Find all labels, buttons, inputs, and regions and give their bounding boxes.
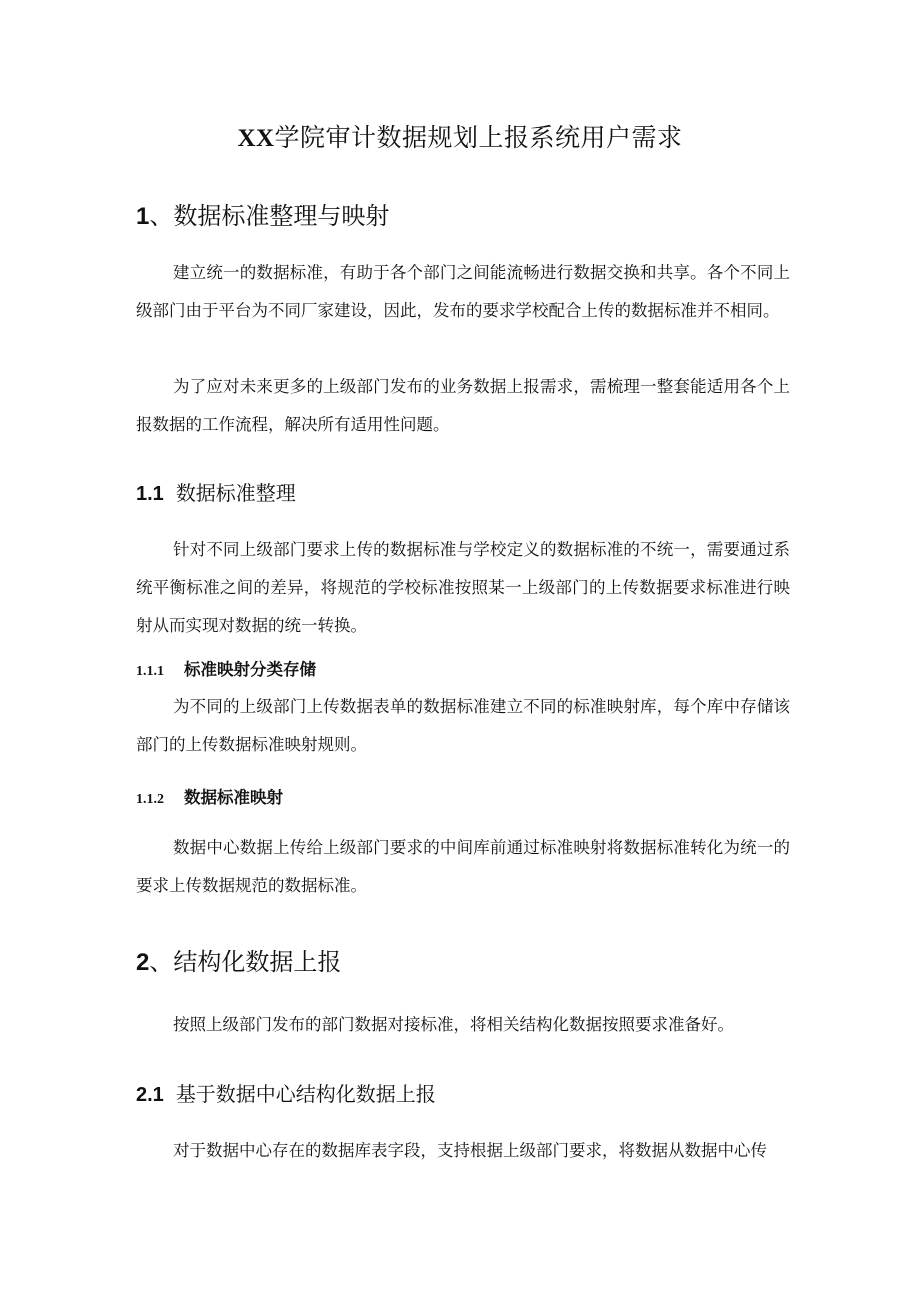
section-1-title: 、数据标准整理与映射 — [149, 202, 390, 230]
section-1-1-1-title: 标准映射分类存储 — [184, 660, 316, 679]
document-title — [0, 118, 920, 154]
section-2-1-number: 2.1 — [136, 1084, 164, 1106]
section-1-paragraph-2: 为了应对未来更多的上级部门发布的业务数据上报需求，需梳理一整套能适用各个上报数据的工作流程，解决所有适用性问题。 — [136, 377, 790, 434]
section-1-1-2-number: 1.1.2 — [136, 792, 164, 807]
section-1-paragraph-1: 建立统一的数据标准，有助于各个部门之间能流畅进行数据交换和共享。各个不同上级部门由于平台为不同厂家建设，因此，发布的要求学校配合上传的数据标准并不相同。 — [136, 263, 790, 320]
section-2-title: 、结构化数据上报 — [149, 948, 342, 976]
section-1-1-2-heading — [136, 784, 283, 808]
section-1-1-paragraph-1: 针对不同上级部门要求上传的数据标准与学校定义的数据标准的不统一，需要通过系统平衡标准之间的差异，将规范的学校标准按照某一上级部门的上传数据要求标准进行映射从而实现对数据的统一转换。 — [136, 540, 790, 635]
section-1-number: 1 — [136, 203, 150, 230]
section-2-paragraph-1: 按照上级部门发布的部门数据对接标准，将相关结构化数据按照要求准备好。 — [173, 1015, 734, 1034]
section-2-heading — [136, 942, 341, 977]
section-2-1-paragraph-1: 对于数据中心存在的数据库表字段，支持根据上级部门要求，将数据从数据中心传 — [173, 1141, 767, 1160]
section-1-heading — [136, 196, 389, 231]
section-2-1-heading — [136, 1078, 436, 1107]
section-2-number: 2 — [136, 949, 150, 976]
section-1-1-number: 1.1 — [136, 483, 164, 505]
section-1-1-1-number: 1.1.1 — [136, 664, 164, 679]
section-1-1-1-heading — [136, 656, 316, 680]
section-1-1-2-title: 数据标准映射 — [184, 788, 283, 807]
section-1-1-1-paragraph-1: 为不同的上级部门上传数据表单的数据标准建立不同的标准映射库，每个库中存储该部门的上传数据标准映射规则。 — [136, 697, 790, 754]
title-prefix: XX — [237, 125, 275, 152]
section-1-1-title: 数据标准整理 — [175, 481, 296, 505]
section-2-1-title: 基于数据中心结构化数据上报 — [175, 1082, 436, 1106]
section-1-1-heading — [136, 477, 296, 506]
title-text: 学院审计数据规划上报系统用户需求 — [274, 123, 683, 152]
section-1-1-2-paragraph-1: 数据中心数据上传给上级部门要求的中间库前通过标准映射将数据标准转化为统一的要求上传数据规范的数据标准。 — [136, 838, 790, 895]
